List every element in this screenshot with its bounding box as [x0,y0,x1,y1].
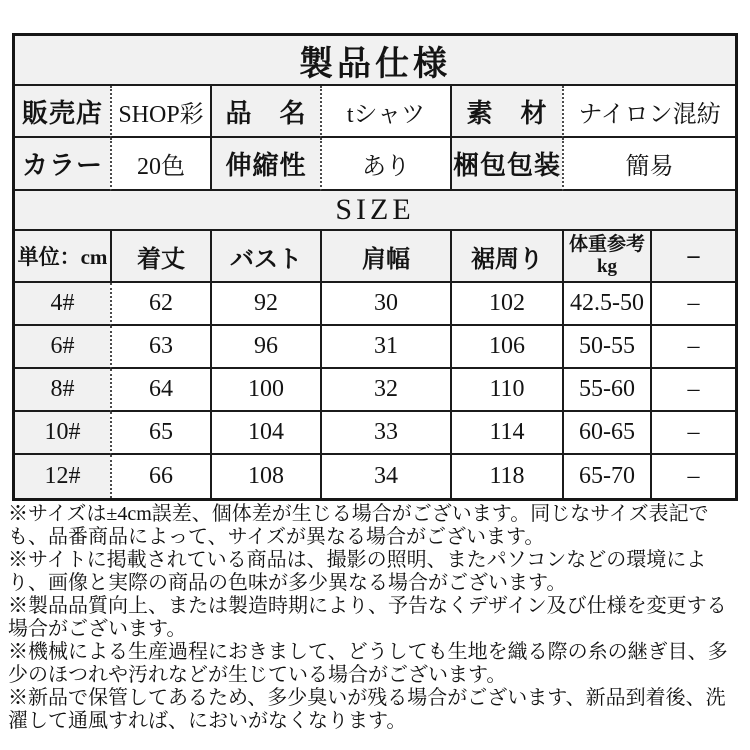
size-cell: – [650,283,735,326]
size-cell: 33 [320,412,450,455]
size-cell: 104 [210,412,320,455]
size-header-unit: 単位：cm [15,231,110,283]
size-header-hem: 裾周り [450,231,562,283]
size-header-bust: バスト [210,231,320,283]
size-cell: 32 [320,369,450,412]
size-cell: 50-55 [562,326,650,369]
size-cell: 62 [110,283,210,326]
spec-label-color: カラー [15,138,110,191]
size-cell: 66 [110,455,210,498]
spec-value-packaging: 簡易 [562,138,735,191]
spec-label-product: 品 名 [210,86,320,138]
footnote-design-change: ※製品品質向上、または製造時期により、予告なくデザイン及び仕様を変更する場合がございます。 [8,595,727,640]
size-row-label: 12# [15,455,110,498]
spec-value-material: ナイロン混紡 [562,86,735,138]
spec-value-stretch: あり [320,138,450,191]
size-table [15,191,735,498]
footnote-production: ※機械による生産過程におきまして、どうしても生地を織る際の糸の継ぎ目、多少のほつれや汚れなどが生じている場合がございます。 [8,641,728,686]
size-cell: 42.5-50 [562,283,650,326]
size-cell: 114 [450,412,562,455]
spec-table [12,33,738,501]
spec-label-seller: 販売店 [15,86,110,138]
size-header-shoulder: 肩幅 [320,231,450,283]
size-cell: 65 [110,412,210,455]
size-header-weight-line1: 体重参考 [568,234,645,256]
footnotes [8,503,743,733]
size-row-label: 4# [15,283,110,326]
spec-value-product: tシャツ [320,86,450,138]
footnote-color-difference: ※サイトに掲載されている商品は、撮影の照明、またパソコンなどの環境により、画像と実際の商品の色味が多少異なる場合がございます。 [8,549,707,594]
size-cell: 64 [110,369,210,412]
size-cell: 31 [320,326,450,369]
footnote-size-tolerance: ※サイズは±4cm誤差、個体差が生じる場合がございます。同じなサイズ表記でも、品番商品によって、サイズが異なる場合がございます。 [8,503,709,548]
spec-label-material: 素 材 [450,86,562,138]
size-title: SIZE [15,191,735,231]
size-cell: 92 [210,283,320,326]
size-cell: 100 [210,369,320,412]
size-cell: 63 [110,326,210,369]
size-cell: 108 [210,455,320,498]
size-cell: – [650,326,735,369]
size-cell: 34 [320,455,450,498]
spec-title: 製品仕様 [15,36,735,86]
size-row-label: 8# [15,369,110,412]
spec-value-seller: SHOP彩 [110,86,210,138]
size-cell: – [650,455,735,498]
size-row-label: 10# [15,412,110,455]
spec-value-color: 20色 [110,138,210,191]
spec-top-grid [15,36,735,191]
size-cell: 55-60 [562,369,650,412]
size-cell: – [650,412,735,455]
size-cell: 110 [450,369,562,412]
size-cell: 96 [210,326,320,369]
spec-label-packaging: 梱包包装 [450,138,562,191]
size-cell: 30 [320,283,450,326]
size-header-length: 着丈 [110,231,210,283]
size-header-weight [562,231,650,283]
footnote-smell: ※新品で保管してあるため、多少臭いが残る場合がございます、新品到着後、洗濯して通風すれば、においがなくなります。 [8,687,726,732]
size-row-label: 6# [15,326,110,369]
size-header-weight-line2: kg [596,256,618,277]
size-cell: 118 [450,455,562,498]
size-cell: 106 [450,326,562,369]
size-cell: – [650,369,735,412]
size-cell: 60-65 [562,412,650,455]
size-header-dash: – [650,231,735,283]
spec-label-stretch: 伸縮性 [210,138,320,191]
size-cell: 102 [450,283,562,326]
size-cell: 65-70 [562,455,650,498]
